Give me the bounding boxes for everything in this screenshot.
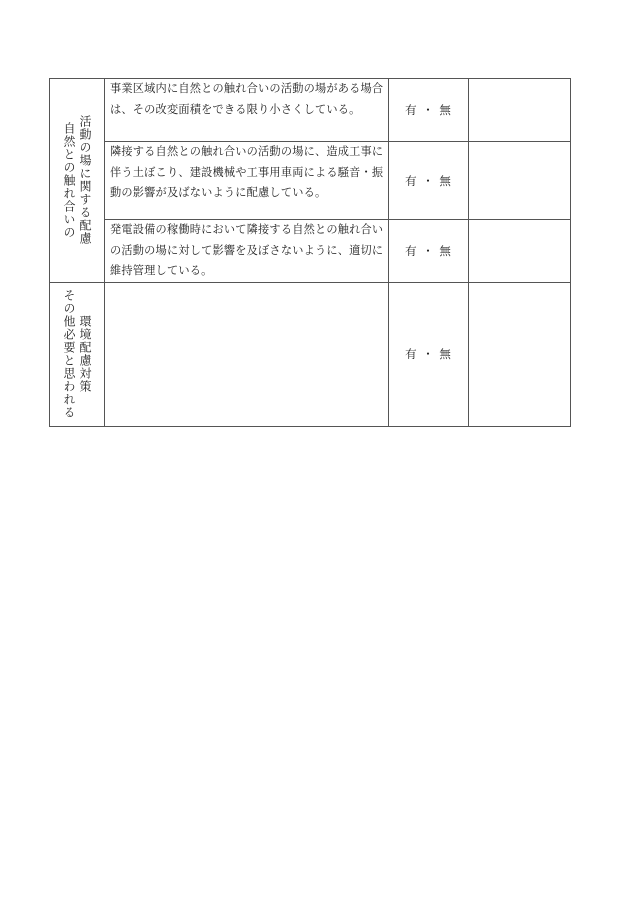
environmental-checklist (49, 78, 561, 427)
category-cell-other-measures (50, 282, 105, 426)
note-cell[interactable] (469, 79, 571, 142)
category-label-line2: 環境配慮対策 (78, 315, 92, 394)
checklist-table (49, 78, 571, 427)
yes-no-check[interactable]: 有 ・ 無 (389, 220, 469, 283)
note-cell[interactable] (469, 220, 571, 283)
category-label-line1: その他必要と思われる (62, 289, 76, 420)
table-row (50, 282, 571, 426)
table-row (50, 142, 571, 220)
note-cell[interactable] (469, 282, 571, 426)
yes-no-check[interactable]: 有 ・ 無 (389, 142, 469, 220)
note-cell[interactable] (469, 142, 571, 220)
table-row (50, 220, 571, 283)
yes-no-check[interactable]: 有 ・ 無 (389, 282, 469, 426)
description-cell: 隣接する自然との触れ合いの活動の場に、造成工事に伴う土ぼこり、建設機械や工事用車両による騒音・振動の影響が及ばないように配慮している。 (105, 142, 389, 220)
category-label-line2: 活動の場に関する配慮 (78, 115, 92, 246)
yes-no-check[interactable]: 有 ・ 無 (389, 79, 469, 142)
description-cell: 発電設備の稼働時において隣接する自然との触れ合いの活動の場に対して影響を及ぼさないように、適切に維持管理している。 (105, 220, 389, 283)
category-label-line1: 自然との触れ合いの (62, 121, 76, 239)
description-cell: 事業区域内に自然との触れ合いの活動の場がある場合は、その改変面積をできる限り小さくしている。 (105, 79, 389, 142)
table-row (50, 79, 571, 142)
description-cell[interactable] (105, 282, 389, 426)
category-cell-nature-contact (50, 79, 105, 283)
